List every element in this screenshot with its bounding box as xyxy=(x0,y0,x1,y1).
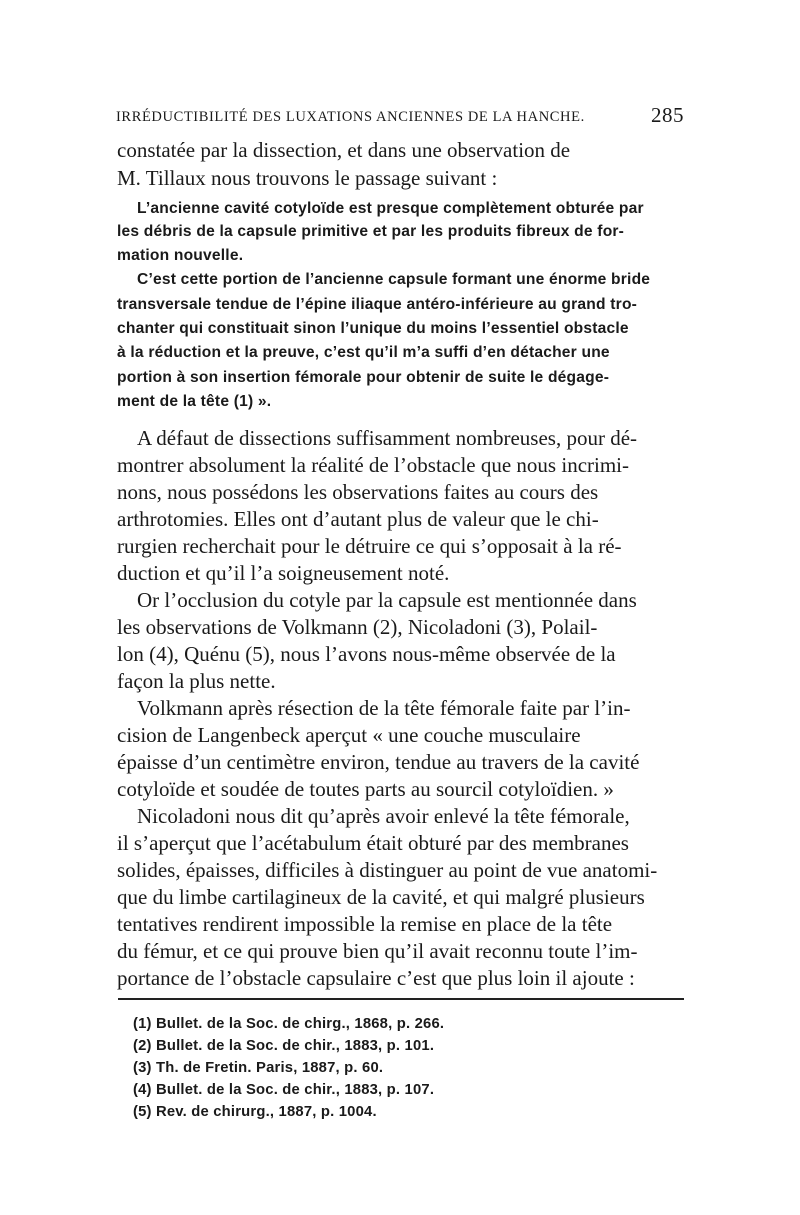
body-line: cotyloïde et soudée de toutes parts au sourcil cotyloïdien. » xyxy=(117,777,614,801)
body-line: constatée par la dissection, et dans une observation de xyxy=(117,138,571,162)
footnote: (5) Rev. de chirurg., 1887, p. 1004. xyxy=(133,1104,377,1120)
footnote: (1) Bullet. de la Soc. de chirg., 1868, p. 266. xyxy=(133,1016,445,1032)
body-line: il s’aperçut que l’acétabulum était obturé par des membranes xyxy=(117,831,629,855)
body-line: solides, épaisses, difficiles à distinguer au point de vue anatomi- xyxy=(117,858,658,882)
body-line: M. Tillaux nous trouvons le passage suivant : xyxy=(117,166,498,190)
quote-line: portion à son insertion fémorale pour obtenir de suite le dégage- xyxy=(117,369,610,386)
body-line: nons, nous possédons les observations faites au cours des xyxy=(117,480,599,504)
body-line: façon la plus nette. xyxy=(117,669,276,693)
quote-line: les débris de la capsule primitive et par les produits fibreux de for- xyxy=(117,223,625,240)
quote-line: transversale tendue de l’épine iliaque antéro-inférieure au grand tro- xyxy=(117,296,638,313)
quote-line: chanter qui constituait sinon l’unique du moins l’essentiel obstacle xyxy=(117,320,629,337)
running-head: IRRÉDUCTIBILITÉ DES LUXATIONS ANCIENNES DE LA HANCHE. xyxy=(116,109,585,125)
body-line: montrer absolument la réalité de l’obstacle que nous incrimi- xyxy=(117,453,629,477)
body-line: rurgien recherchait pour le détruire ce qui s’opposait à la ré- xyxy=(117,534,622,558)
quote-line: ment de la tête (1) ». xyxy=(117,393,272,410)
body-line: que du limbe cartilagineux de la cavité, et qui malgré plusieurs xyxy=(117,885,645,909)
body-line: Nicoladoni nous dit qu’après avoir enlevé la tête fémorale, xyxy=(137,804,630,828)
footnote-separator xyxy=(118,998,684,1000)
body-line: tentatives rendirent impossible la remise en place de la tête xyxy=(117,912,613,936)
footnote: (4) Bullet. de la Soc. de chir., 1883, p. 107. xyxy=(133,1082,435,1098)
body-line: lon (4), Quénu (5), nous l’avons nous-même observée de la xyxy=(117,642,616,666)
quote-line: mation nouvelle. xyxy=(117,247,244,264)
quote-line: à la réduction et la preuve, c’est qu’il m’a suffi d’en détacher une xyxy=(117,344,610,361)
body-line: épaisse d’un centimètre environ, tendue au travers de la cavité xyxy=(117,750,640,774)
footnote: (2) Bullet. de la Soc. de chir., 1883, p. 101. xyxy=(133,1038,435,1054)
quote-line: L’ancienne cavité cotyloïde est presque complètement obturée par xyxy=(137,200,644,217)
body-line: Or l’occlusion du cotyle par la capsule est mentionnée dans xyxy=(137,588,637,612)
body-line: du fémur, et ce qui prouve bien qu’il avait reconnu toute l’im- xyxy=(117,939,638,963)
page-number: 285 xyxy=(651,103,684,127)
body-line: les observations de Volkmann (2), Nicoladoni (3), Polail- xyxy=(117,615,598,639)
quote-line: C’est cette portion de l’ancienne capsule formant une énorme bride xyxy=(137,271,651,288)
footnote: (3) Th. de Fretin. Paris, 1887, p. 60. xyxy=(133,1060,384,1076)
body-line: Volkmann après résection de la tête fémorale faite par l’in- xyxy=(137,696,631,720)
page-header xyxy=(116,103,684,131)
body-line: portance de l’obstacle capsulaire c’est que plus loin il ajoute : xyxy=(117,966,635,990)
body-line: duction et qu’il l’a soigneusement noté. xyxy=(117,561,450,585)
body-line: A défaut de dissections suffisamment nombreuses, pour dé- xyxy=(137,426,638,450)
body-line: arthrotomies. Elles ont d’autant plus de valeur que le chi- xyxy=(117,507,599,531)
body-line: cision de Langenbeck aperçut « une couche musculaire xyxy=(117,723,581,747)
